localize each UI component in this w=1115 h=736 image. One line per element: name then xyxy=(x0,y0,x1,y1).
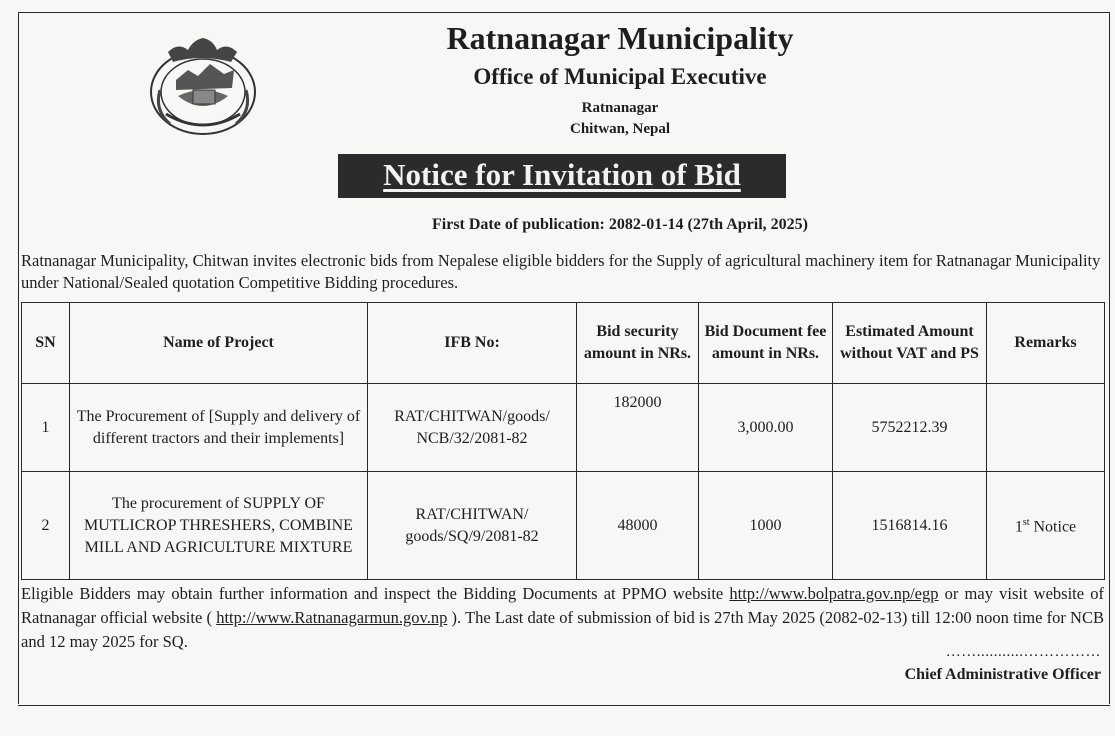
district-name: Chitwan, Nepal xyxy=(569,121,670,137)
cell-remarks xyxy=(987,384,1105,472)
cell-estimate: 5752212.39 xyxy=(833,384,987,472)
header-security: Bid security amount in NRs. xyxy=(577,303,699,384)
remarks-number: 1 xyxy=(1014,518,1023,536)
bid-table xyxy=(21,302,1105,580)
cell-remarks xyxy=(987,472,1105,580)
table-header-row xyxy=(22,303,1105,384)
cell-ifb: RAT/CHITWAN/ goods/SQ/9/2081-82 xyxy=(368,472,577,580)
header-project: Name of Project xyxy=(70,303,368,384)
notice-title: Notice for Invitation of Bid xyxy=(338,154,786,198)
cell-fee: 3,000.00 xyxy=(699,384,833,472)
cell-sn: 2 xyxy=(22,472,70,580)
signatory-title: Chief Administrative Officer xyxy=(904,666,1101,683)
bottom-rule xyxy=(18,705,1110,706)
cell-ifb: RAT/CHITWAN/goods/ NCB/32/2081-82 xyxy=(368,384,577,472)
cell-security: 182000 xyxy=(577,384,699,472)
footer-paragraph xyxy=(21,582,1104,654)
header-fee: Bid Document fee amount in NRs. xyxy=(699,303,833,384)
remarks-ordinal: st xyxy=(1022,517,1030,529)
ppmo-link[interactable]: http://www.bolpatra.gov.np/egp xyxy=(729,584,939,603)
cell-sn: 1 xyxy=(22,384,70,472)
signature-dots: ……...........…………… xyxy=(945,644,1101,660)
header-sn: SN xyxy=(22,303,70,384)
municipality-title: Ratnanagar Municipality xyxy=(446,20,794,56)
cell-project: The procurement of SUPPLY OF MUTLICROP THRESHERS, COMBINE MILL AND AGRICULTURE MIXTURE xyxy=(70,472,368,580)
table-row xyxy=(22,472,1105,580)
footer-text-3: ). The Last date of submission of bid is 27th May 2025 (2082-02-13) till 12:00 noon time for NCB and 12 may 2025 for SQ. xyxy=(21,608,1104,651)
header-remarks: Remarks xyxy=(987,303,1105,384)
footer-text-2: or may visit website of Ratnanagar official website ( xyxy=(21,584,1104,627)
cell-fee: 1000 xyxy=(699,472,833,580)
city-name: Ratnanagar xyxy=(581,100,659,116)
nepal-emblem-icon xyxy=(138,30,268,140)
header-ifb: IFB No: xyxy=(368,303,577,384)
table-row xyxy=(22,384,1105,472)
header-estimate: Estimated Amount without VAT and PS xyxy=(833,303,987,384)
footer-text-1: Eligible Bidders may obtain further information and inspect the Bidding Documents at PPMO website xyxy=(21,584,730,603)
municipality-website-link[interactable]: http://www.Ratnanagarmun.gov.np xyxy=(216,608,448,627)
office-subtitle: Office of Municipal Executive xyxy=(473,64,767,89)
publication-date: First Date of publication: 2082-01-14 (27th April, 2025) xyxy=(432,216,808,233)
cell-project: The Procurement of [Supply and delivery of different tractors and their implements] xyxy=(70,384,368,472)
remarks-text: Notice xyxy=(1029,518,1077,536)
intro-paragraph: Ratnanagar Municipality, Chitwan invites electronic bids from Nepalese eligible bidders for the Supply of agricultural machinery item for Ratnanagar Municipality under National/Sealed quotation Competitive Bidding procedures. xyxy=(21,251,1101,292)
cell-security: 48000 xyxy=(577,472,699,580)
cell-estimate: 1516814.16 xyxy=(833,472,987,580)
